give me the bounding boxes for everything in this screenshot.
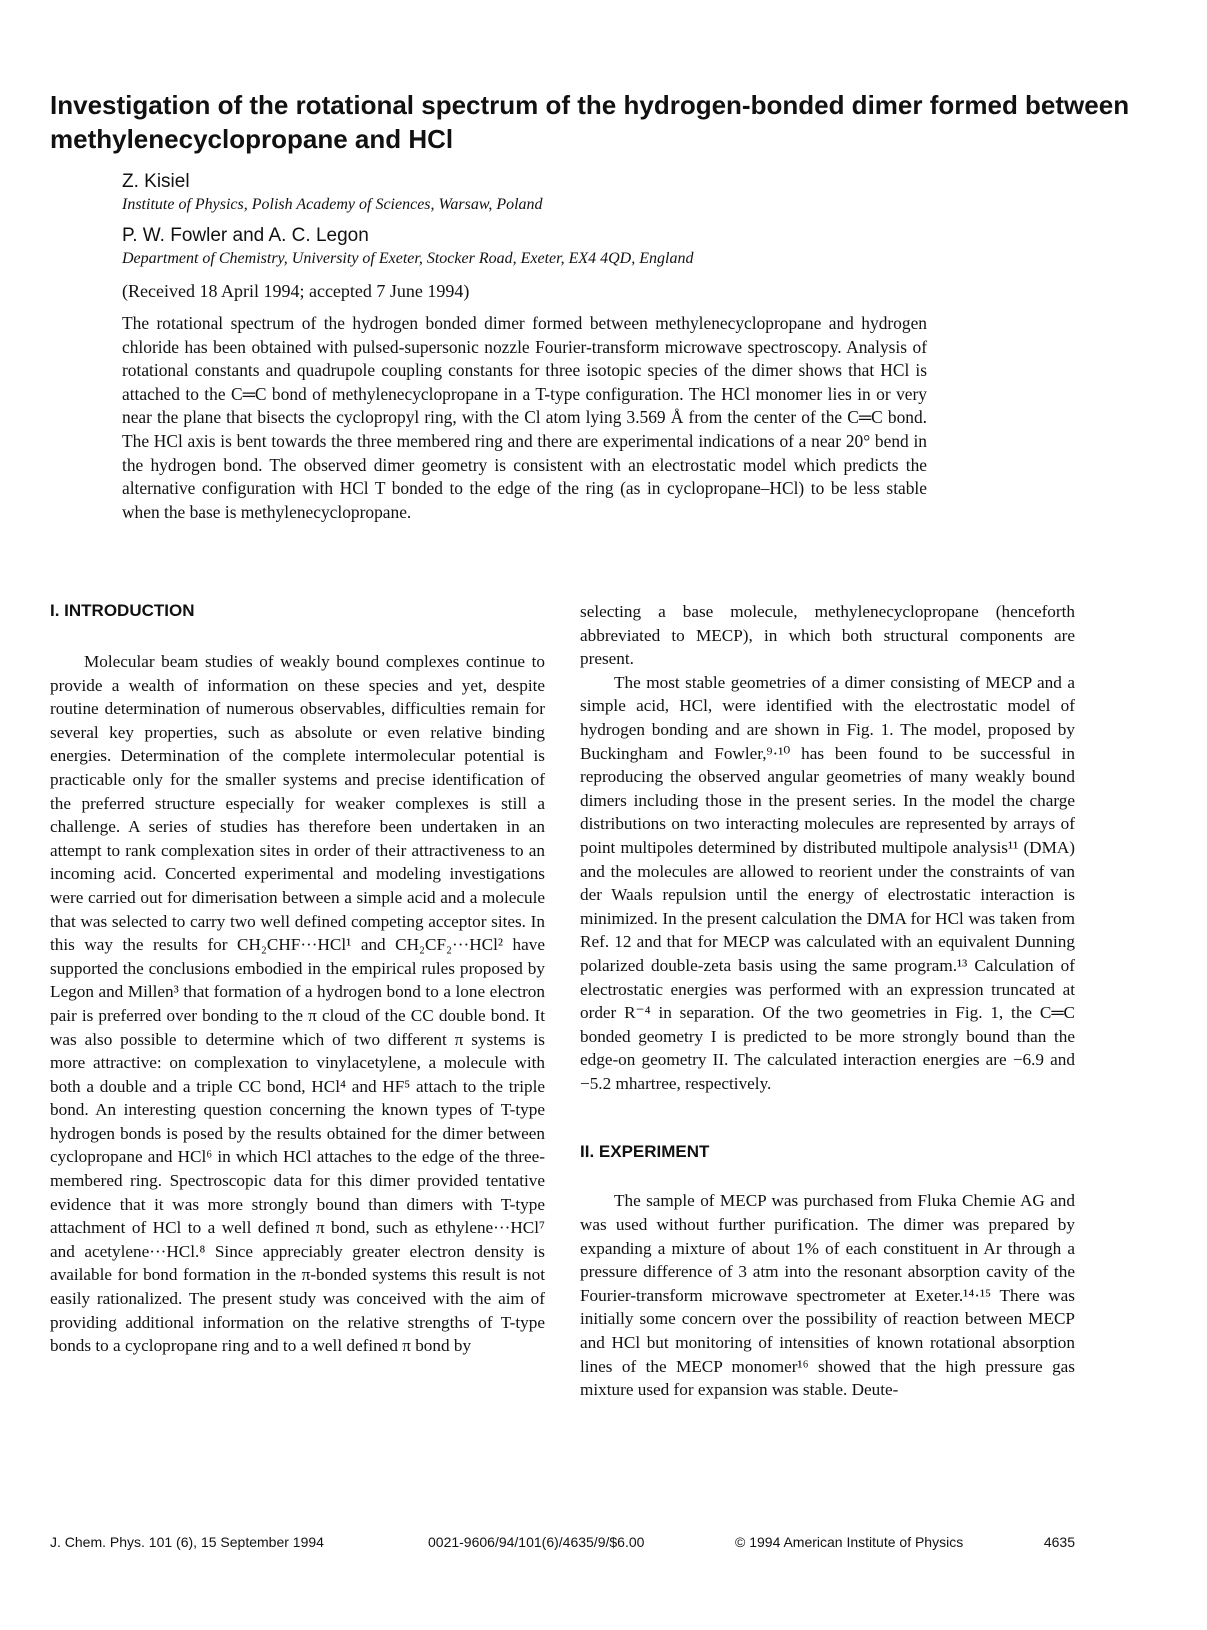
page-number: 4635 bbox=[1043, 1534, 1075, 1550]
author-name: Z. Kisiel bbox=[122, 171, 190, 192]
footer-journal: J. Chem. Phys. 101 (6), 15 September 1994 bbox=[50, 1534, 324, 1550]
body-paragraph: The most stable geometries of a dimer consisting of MECP and a simple acid, HCl, were identified with the electrostatic model of hydrogen bonding and are shown in Fig. 1. The model, proposed by Buckingham and Fowler,⁹·¹⁰ has been found to be successful in reproducing the observed angular geometries of many weakly bound dimers including those in the present series. In the model the charge distributions on two interacting molecules are represented by arrays of point multipoles determined by distributed multipole analysis¹¹ (DMA) and the molecules are allowed to reorient under the constraints of van der Waals repulsion until the energy of electrostatic interaction is minimized. In the present calculation the DMA for HCl was taken from Ref. 12 and that for MECP was calculated with an equivalent Dunning polarized double-zeta basis using the same program.¹³ Calculation of electrostatic energies was performed with an expression truncated at order R⁻⁴ in separation. Of the two geometries in Fig. 1, the C═C bonded geometry I is predicted to be more strongly bound than the edge-on geometry II. The calculated interaction energies are −6.9 and −5.2 mhartree, respectively. bbox=[580, 672, 1075, 1093]
left-column bbox=[50, 600, 545, 1358]
abstract: The rotational spectrum of the hydrogen bonded dimer formed between methylenecyclopropane and hydrogen chloride has been obtained with pulsed-supersonic nozzle Fourier-transform microwave spectroscopy. Analysis of rotational constants and quadrupole coupling constants for three isotopic species of the dimer shows that HCl is attached to the C═C bond of methylenecyclopropane in a T-type configuration. The HCl monomer lies in or very near the plane that bisects the cyclopropyl ring, with the Cl atom lying 3.569 Å from the center of the C═C bond. The HCl axis is bent towards the three membered ring and there are experimental indications of a near 20° bend in the hydrogen bond. The observed dimer geometry is consistent with an electrostatic model which predicts the alternative configuration with HCl T bonded to the edge of the ring (as in cyclopropane–HCl) to be less stable when the base is methylenecyclopropane. bbox=[122, 313, 927, 522]
paper-title: Investigation of the rotational spectrum of the hydrogen-bonded dimer formed between methylenecyclopropane and HCl bbox=[50, 90, 1130, 154]
section-heading-experiment: II. EXPERIMENT bbox=[580, 1142, 710, 1162]
author-affiliation: Institute of Physics, Polish Academy of Sciences, Warsaw, Poland bbox=[122, 196, 543, 213]
author-block bbox=[122, 170, 1122, 304]
body-paragraph: The sample of MECP was purchased from Fluka Chemie AG and was used without further purification. The dimer was prepared by expanding a mixture of about 1% of each constituent in Ar through a pressure difference of 3 atm into the resonant absorption cavity of the Fourier-transform microwave spectrometer at Exeter.¹⁴·¹⁵ There was initially some concern over the possibility of reaction between MECP and HCl but monitoring of intensities of known rotational absorption lines of the MECP monomer¹⁶ showed that the high pressure gas mixture used for expansion was stable. Deute- bbox=[580, 1191, 1075, 1400]
author-affiliation: Department of Chemistry, University of Exeter, Stocker Road, Exeter, EX4 4QD, England bbox=[122, 250, 694, 267]
body-paragraph: selecting a base molecule, methylenecyclopropane (henceforth abbreviated to MECP), in which both structural components are present. bbox=[580, 602, 1075, 669]
author-name: P. W. Fowler and A. C. Legon bbox=[122, 225, 369, 246]
section-heading-introduction: I. INTRODUCTION bbox=[50, 601, 195, 620]
right-column bbox=[580, 600, 1075, 1402]
body-paragraph: Molecular beam studies of weakly bound complexes continue to provide a wealth of information on these species and yet, despite routine determination of numerous observables, difficulties remain for several key properties, such as absolute or even relative binding energies. Determination of the complete intermolecular potential is practicable only for the smaller systems and precise identification of the preferred structure especially for weaker complexes is still a challenge. A series of studies has therefore been undertaken in an attempt to rank complexation sites in order of their attractiveness to an incoming acid. Concerted experimental and modeling investigations were carried out for dimerisation between a simple acid and a molecule that was selected to carry two well defined competing acceptor sites. In this way the results for CH₂CHF···HCl¹ and CH₂CF₂···HCl² have supported the conclusions embodied in the empirical rules proposed by Legon and Millen³ that formation of a hydrogen bond to a lone electron pair is preferred over bonding to the π cloud of the CC double bond. It was also possible to determine which of two different π systems is more attractive: on complexation to vinylacetylene, a molecule with both a double and a triple CC bond, HCl⁴ and HF⁵ attach to the triple bond. An interesting question concerning the known types of T-type hydrogen bonds is posed by the results obtained for the dimer between cyclopropane and HCl⁶ in which HCl attaches to the edge of the three-membered ring. Spectroscopic data for this dimer provided tentative evidence that it was more strongly bound than dimers with T-type attachment of HCl to a well defined π bond, such as ethylene···HCl⁷ and acetylene···HCl.⁸ Since appreciably greater electron density is available for bond formation in the π-bonded systems this result is not easily rationalized. The present study was conceived with the aim of providing additional information on the relative strengths of T-type bonds to a cyclopropane ring and to a well defined π bond by bbox=[50, 652, 545, 1356]
footer-article-code: 0021-9606/94/101(6)/4635/9/$6.00 bbox=[428, 1534, 645, 1550]
footer-copyright: © 1994 American Institute of Physics bbox=[735, 1534, 964, 1550]
received-dates: (Received 18 April 1994; accepted 7 June 1994) bbox=[122, 281, 470, 301]
